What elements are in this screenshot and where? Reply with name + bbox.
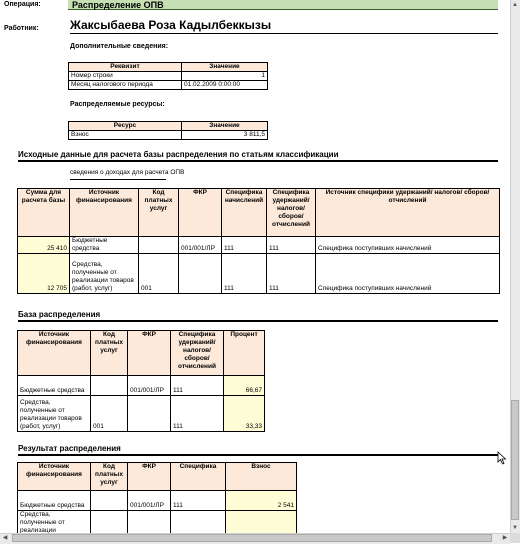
table-cell: 111: [222, 254, 267, 294]
result-table: [17, 462, 297, 533]
table-cell: 111: [267, 254, 316, 294]
operation-label: Операция:: [4, 1, 41, 8]
table-cell: 001/001/ЛР: [128, 491, 171, 511]
base-rule: [18, 320, 498, 322]
vertical-scroll-thumb[interactable]: [511, 400, 519, 520]
worker-name: Жаксыбаева Роза Кадылбеккызы: [70, 18, 272, 32]
extra-table: [68, 62, 268, 90]
table-cell: 111: [222, 237, 267, 254]
table-cell: Номер строки: [69, 72, 182, 81]
base-table: [17, 330, 265, 432]
scrollbar-corner: [510, 533, 520, 543]
source-header: ФКР: [179, 189, 222, 237]
resources-table: [68, 121, 268, 140]
table-cell: Средства, полученные от реализации товаров (работ, услуг): [18, 396, 91, 432]
source-header: Сумма для расчета базы: [18, 189, 70, 237]
result-title: Результат распределения: [18, 444, 121, 453]
source-header: Источник финансирования: [70, 189, 139, 237]
table-cell: Средства, полученные от реализации товаров (работ, услуг): [70, 254, 139, 294]
source-header: Специфика начислений: [222, 189, 267, 237]
source-header: Источник специфики удержаний/ налогов/ сборов/ отчислений: [316, 189, 500, 237]
table-cell: [179, 254, 222, 294]
worker-underline: [70, 33, 498, 34]
arrow-down-icon[interactable]: ▼: [512, 525, 518, 531]
table-row: [69, 72, 268, 81]
table-cell: [139, 237, 179, 254]
table-cell: Специфика поступивших начислений: [316, 254, 500, 294]
table-cell: 001: [139, 254, 179, 294]
table-cell: Бюджетные средства: [70, 237, 139, 254]
base-title: База распределения: [18, 310, 101, 319]
table-cell: 001/001/ЛР: [179, 237, 222, 254]
resources-header: Ресурс: [69, 122, 182, 131]
table-cell: [91, 376, 128, 396]
table-row: [18, 491, 297, 511]
result-rule: [18, 454, 498, 456]
table-cell: 12 705: [18, 254, 70, 294]
table-row: [18, 376, 265, 396]
base-header: Источник финансирования: [18, 331, 91, 376]
table-cell: Средства, полученные от реализации: [18, 511, 91, 534]
extra-header: Реквизит: [69, 63, 182, 72]
table-cell: 001/001/ЛР: [128, 376, 171, 396]
note-underline: [70, 179, 166, 180]
table-row: [18, 396, 265, 432]
table-row: [69, 131, 268, 140]
table-cell: [171, 511, 226, 534]
base-header: Процент: [224, 331, 265, 376]
table-cell: [128, 396, 171, 432]
table-cell: 111: [171, 376, 224, 396]
resources-header: Значение: [182, 122, 268, 131]
result-header: Источник финансирования: [18, 463, 91, 491]
table-row: [18, 237, 500, 254]
source-rule: [18, 160, 498, 162]
table-cell: 001: [91, 396, 128, 432]
source-title: Исходные данные для расчета базы распределения по статьям классификации: [18, 150, 339, 159]
base-header: Специфика удержаний/ налогов/ сборов/ отчислений: [171, 331, 224, 376]
table-cell: 3 811,5: [182, 131, 268, 140]
worker-label: Работник:: [4, 25, 39, 32]
table-cell: 2 541: [226, 491, 297, 511]
table-cell: [91, 511, 128, 534]
arrow-left-icon[interactable]: ◀: [2, 535, 8, 541]
result-header: Код платных услуг: [91, 463, 128, 491]
source-table: [17, 188, 500, 294]
resources-title: Распределяемые ресурсы:: [70, 101, 165, 108]
table-cell: Специфика поступивших начислений: [316, 237, 500, 254]
base-header: Код платных услуг: [91, 331, 128, 376]
arrow-right-icon[interactable]: ▶: [502, 535, 508, 541]
table-cell: 1: [182, 72, 268, 81]
table-row: [69, 81, 268, 90]
table-cell: Взнос: [69, 131, 182, 140]
table-row: [18, 254, 500, 294]
table-cell: 111: [171, 491, 226, 511]
extra-title: Дополнительные сведения:: [70, 43, 169, 50]
result-header: Взнос: [226, 463, 297, 491]
operation-value: Распределение ОПВ: [72, 0, 164, 10]
arrow-up-icon[interactable]: ▲: [512, 2, 518, 8]
table-cell: Бюджетные средства: [18, 491, 91, 511]
source-note: сведения о доходах для расчета ОПВ: [70, 169, 185, 176]
base-header: ФКР: [128, 331, 171, 376]
table-cell: 111: [171, 396, 224, 432]
table-cell: 25 410: [18, 237, 70, 254]
extra-header: Значение: [182, 63, 268, 72]
result-header: Специфика: [171, 463, 226, 491]
table-cell: [226, 511, 297, 534]
table-cell: [91, 491, 128, 511]
source-header: Код платных услуг: [139, 189, 179, 237]
table-cell: Бюджетные средства: [18, 376, 91, 396]
source-header: Специфика удержаний/ налогов/ сборов/ отчислений: [267, 189, 316, 237]
table-cell: 111: [267, 237, 316, 254]
result-header: ФКР: [128, 463, 171, 491]
table-cell: 01.02.2009 0:00:00: [182, 81, 268, 90]
table-cell: Месяц налогового периода: [69, 81, 182, 90]
table-cell: 66,67: [224, 376, 265, 396]
mouse-cursor-icon: [497, 451, 507, 465]
horizontal-scroll-thumb[interactable]: [12, 534, 492, 542]
table-row: [18, 511, 297, 534]
table-cell: 33,33: [224, 396, 265, 432]
table-cell: [128, 511, 171, 534]
